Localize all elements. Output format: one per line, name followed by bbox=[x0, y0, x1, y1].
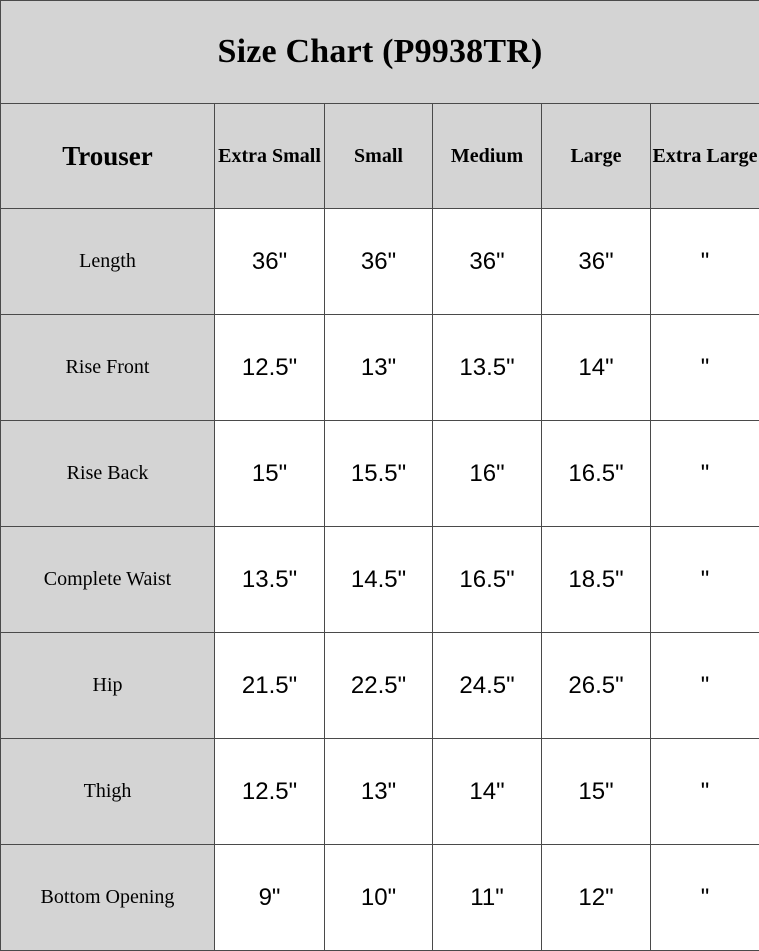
row-label-bottom-opening: Bottom Opening bbox=[1, 845, 215, 951]
corner-label: Trouser bbox=[1, 104, 215, 209]
column-header-extra-small: Extra Small bbox=[215, 104, 325, 209]
cell-length-medium: 36" bbox=[433, 209, 542, 315]
cell-hip-extra-small: 21.5" bbox=[215, 633, 325, 739]
cell-thigh-extra-large: " bbox=[651, 739, 759, 845]
cell-complete-waist-extra-small: 13.5" bbox=[215, 527, 325, 633]
column-header-large: Large bbox=[542, 104, 651, 209]
cell-bottom-opening-extra-large: " bbox=[651, 845, 759, 951]
cell-complete-waist-medium: 16.5" bbox=[433, 527, 542, 633]
cell-complete-waist-extra-large: " bbox=[651, 527, 759, 633]
cell-rise-back-medium: 16" bbox=[433, 421, 542, 527]
table-row bbox=[1, 845, 759, 951]
table-row bbox=[1, 209, 759, 315]
cell-bottom-opening-large: 12" bbox=[542, 845, 651, 951]
column-header-extra-large: Extra Large bbox=[651, 104, 759, 209]
header-row bbox=[1, 104, 759, 209]
cell-thigh-large: 15" bbox=[542, 739, 651, 845]
cell-bottom-opening-small: 10" bbox=[325, 845, 433, 951]
row-label-length: Length bbox=[1, 209, 215, 315]
row-label-rise-front: Rise Front bbox=[1, 315, 215, 421]
cell-rise-front-medium: 13.5" bbox=[433, 315, 542, 421]
cell-complete-waist-large: 18.5" bbox=[542, 527, 651, 633]
table-row bbox=[1, 527, 759, 633]
title-row bbox=[1, 1, 759, 104]
cell-bottom-opening-extra-small: 9" bbox=[215, 845, 325, 951]
cell-rise-front-extra-large: " bbox=[651, 315, 759, 421]
cell-hip-large: 26.5" bbox=[542, 633, 651, 739]
cell-rise-back-small: 15.5" bbox=[325, 421, 433, 527]
cell-length-large: 36" bbox=[542, 209, 651, 315]
cell-length-extra-small: 36" bbox=[215, 209, 325, 315]
cell-thigh-medium: 14" bbox=[433, 739, 542, 845]
table-row bbox=[1, 739, 759, 845]
table-row bbox=[1, 421, 759, 527]
cell-rise-back-extra-small: 15" bbox=[215, 421, 325, 527]
row-label-hip: Hip bbox=[1, 633, 215, 739]
cell-complete-waist-small: 14.5" bbox=[325, 527, 433, 633]
cell-length-extra-large: " bbox=[651, 209, 759, 315]
cell-hip-medium: 24.5" bbox=[433, 633, 542, 739]
cell-rise-front-small: 13" bbox=[325, 315, 433, 421]
cell-hip-extra-large: " bbox=[651, 633, 759, 739]
cell-hip-small: 22.5" bbox=[325, 633, 433, 739]
cell-rise-back-extra-large: " bbox=[651, 421, 759, 527]
cell-rise-back-large: 16.5" bbox=[542, 421, 651, 527]
cell-rise-front-extra-small: 12.5" bbox=[215, 315, 325, 421]
cell-bottom-opening-medium: 11" bbox=[433, 845, 542, 951]
page-title: Size Chart (P9938TR) bbox=[1, 1, 759, 104]
table-row bbox=[1, 315, 759, 421]
column-header-small: Small bbox=[325, 104, 433, 209]
column-header-medium: Medium bbox=[433, 104, 542, 209]
cell-rise-front-large: 14" bbox=[542, 315, 651, 421]
cell-thigh-small: 13" bbox=[325, 739, 433, 845]
table-row bbox=[1, 633, 759, 739]
row-label-complete-waist: Complete Waist bbox=[1, 527, 215, 633]
row-label-rise-back: Rise Back bbox=[1, 421, 215, 527]
cell-thigh-extra-small: 12.5" bbox=[215, 739, 325, 845]
row-label-thigh: Thigh bbox=[1, 739, 215, 845]
cell-length-small: 36" bbox=[325, 209, 433, 315]
